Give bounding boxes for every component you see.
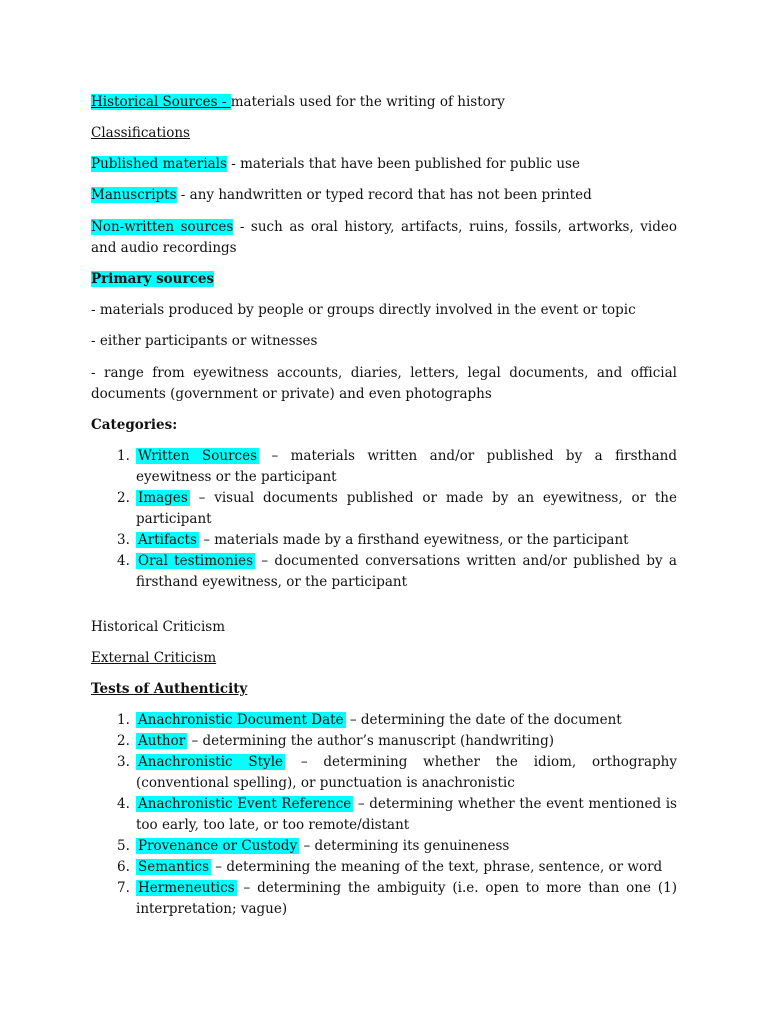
category-item: 1. Written Sources – materials written and/or published by a firsthand eyewitness or the participant — [117, 448, 677, 485]
non-written-sources-term: Non-written sources — [91, 219, 234, 235]
test-item: 1. Anachronistic Document Date – determining the date of the document — [117, 712, 622, 728]
test-description: – determining its genuineness — [299, 838, 510, 854]
category-description: – documented conversations written and/or published by a firsthand eyewitness, or the participant — [136, 553, 677, 590]
category-description: – materials made by a firsthand eyewitness, or the participant — [198, 532, 629, 548]
non-written-sources-paragraph — [91, 217, 677, 259]
test-term: Provenance or Custody — [138, 838, 298, 854]
category-description: – materials written and/or published by a firsthand eyewitness or the participant — [136, 448, 677, 485]
test-term: Anachronistic Style — [138, 754, 283, 770]
category-term: Images — [138, 490, 188, 506]
category-item: 4. Oral testimonies – documented conversations written and/or published by a firsthand eyewitness, or the participant — [117, 553, 677, 590]
test-description: – determining the author’s manuscript (handwriting) — [187, 733, 554, 749]
published-materials-line — [91, 154, 677, 175]
published-materials-definition: - materials that have been published for public use — [226, 156, 580, 172]
test-term: Anachronistic Document Date — [138, 712, 344, 728]
test-item: 5. Provenance or Custody – determining its genuineness — [117, 838, 510, 854]
category-description: – visual documents published or made by an eyewitness, or the participant — [136, 490, 677, 527]
test-description: – determining the date of the document — [345, 712, 622, 728]
test-description: – determining whether the idiom, orthography (conventional spelling), or punctuation is anachronistic — [136, 754, 677, 791]
test-item: 2. Author – determining the author’s manuscript (handwriting) — [117, 733, 554, 749]
categories-list — [91, 446, 677, 593]
primary-point-3: - range from eyewitness accounts, diaries, letters, legal documents, and official documents (government or private) and even photographs — [91, 365, 677, 402]
test-item: 7. Hermeneutics – determining the ambiguity (i.e. open to more than one (1) interpretation; vague) — [117, 880, 677, 917]
primary-sources-heading-line — [91, 269, 677, 290]
test-description: – determining the meaning of the text, phrase, sentence, or word — [211, 859, 663, 875]
non-written-sources-definition: - such as oral history, artifacts, ruins, fossils, artworks, video and audio recordings — [91, 219, 677, 256]
external-criticism-heading: External Criticism — [91, 650, 217, 666]
published-materials-term: Published materials — [91, 156, 227, 172]
test-item: 6. Semantics – determining the meaning of the text, phrase, sentence, or word — [117, 859, 663, 875]
category-item: 2. Images – visual documents published or made by an eyewitness, or the participant — [117, 490, 677, 527]
test-term: Semantics — [138, 859, 210, 875]
test-item: 4. Anachronistic Event Reference – determining whether the event mentioned is too early, too late, or too remote/distant — [117, 796, 677, 833]
primary-point-2: - either participants or witnesses — [91, 333, 318, 349]
classifications-heading: Classifications — [91, 125, 190, 141]
historical-sources-line — [91, 92, 677, 113]
tests-list — [91, 710, 677, 920]
historical-criticism-heading: Historical Criticism — [91, 619, 226, 635]
manuscripts-definition: - any handwritten or typed record that has not been printed — [176, 187, 592, 203]
category-item: 3. Artifacts – materials made by a firsthand eyewitness, or the participant — [117, 532, 629, 548]
category-term: Artifacts — [138, 532, 197, 548]
test-term: Anachronistic Event Reference — [138, 796, 352, 812]
category-term: Written Sources — [138, 448, 258, 464]
primary-point-1: - materials produced by people or groups directly involved in the event or topic — [91, 302, 636, 318]
historical-sources-term: Historical Sources - — [91, 94, 231, 110]
manuscripts-line — [91, 185, 677, 206]
manuscripts-term: Manuscripts — [91, 187, 177, 203]
test-item: 3. Anachronistic Style – determining whether the idiom, orthography (conventional spelling), or punctuation is anachronistic — [117, 754, 677, 791]
category-term: Oral testimonies — [138, 553, 254, 569]
test-term: Hermeneutics — [138, 880, 235, 896]
categories-label: Categories: — [91, 417, 178, 433]
historical-sources-definition: materials used for the writing of history — [230, 94, 505, 110]
tests-of-authenticity-heading: Tests of Authenticity — [91, 681, 248, 697]
test-term: Author — [138, 733, 186, 749]
test-description: – determining the ambiguity (i.e. open to more than one (1) interpretation; vague) — [136, 880, 677, 917]
test-description: – determining whether the event mentioned is too early, too late, or too remote/distant — [136, 796, 677, 833]
primary-sources-heading: Primary sources — [91, 271, 215, 287]
